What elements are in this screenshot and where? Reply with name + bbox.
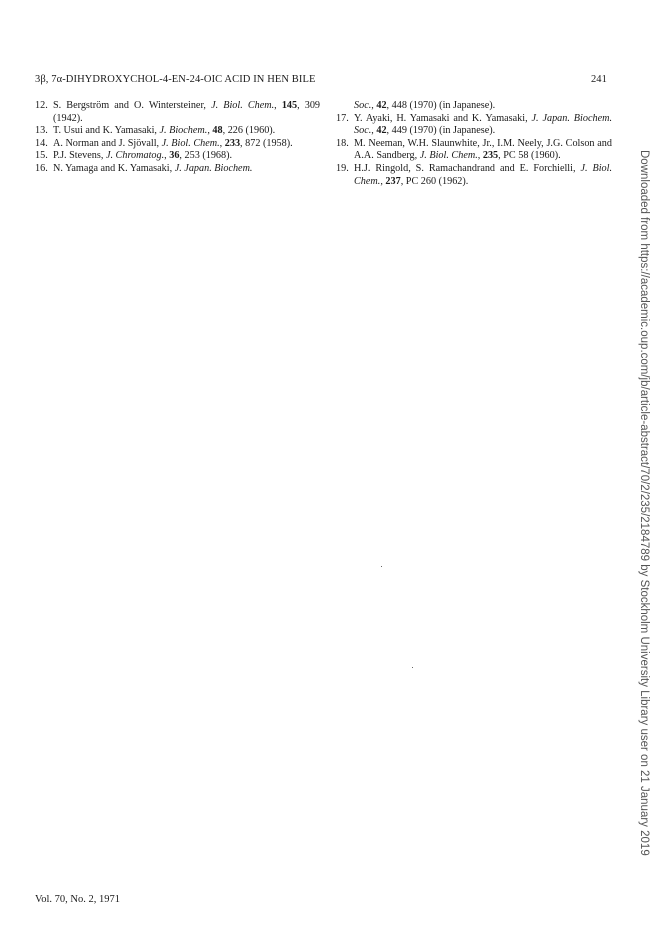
footer-volume-info: Vol. 70, No. 2, 1971 (35, 894, 120, 905)
citation-text: P.J. Stevens, (53, 150, 106, 162)
citation-text: A. Norman and J. Sjövall, (53, 137, 162, 149)
volume-number: 237 (385, 175, 401, 187)
citation-text: , (219, 137, 225, 149)
citation-text: , (274, 100, 282, 111)
reference-item (35, 138, 320, 151)
citation-text: , 253 (1968). (179, 150, 233, 162)
scan-speck (412, 667, 413, 668)
citation-text: S. Bergström and O. Wintersteiner, (53, 100, 212, 111)
citation-text: , (207, 125, 213, 137)
reference-number: 13. (35, 125, 48, 137)
citation-text: , 872 (1958). (240, 137, 293, 149)
reference-text (336, 100, 612, 113)
reference-text (53, 138, 320, 151)
reference-text (53, 150, 320, 163)
reference-text (354, 138, 612, 163)
download-watermark (638, 150, 651, 856)
reference-number: 15. (35, 150, 48, 162)
journal-name: J. Japan. Biochem. (174, 162, 253, 174)
volume-number: 48 (212, 125, 223, 137)
volume-number: 145 (281, 100, 298, 111)
citation-text: , PC 260 (1962). (400, 175, 469, 187)
volume-number: 36 (169, 150, 180, 162)
download-watermark-text: Downloaded from https://academic.oup.com/jb/article-abstract/70/2/235/2184789 by Stockholm University Library user on 21 January 2019 (638, 150, 650, 856)
running-title: 3β, 7α-DIHYDROXYCHOL-4-EN-24-OIC ACID IN HEN BILE (35, 74, 316, 85)
citation-text: , (371, 100, 377, 111)
reference-item (35, 163, 320, 176)
volume-number: 233 (224, 137, 241, 149)
journal-name: J. Biol. Chem. (211, 100, 275, 111)
citation-text: M. Neeman, W.H. Slaunwhite, Jr., I.M. Neely, J.G. Colson and A.A. Sandberg, (354, 137, 612, 162)
citation-text: , (164, 150, 170, 162)
reference-item (35, 125, 320, 138)
reference-text (53, 125, 320, 138)
reference-list-left-column (35, 100, 320, 176)
citation-text: , 226 (1960). (222, 125, 276, 137)
citation-text: , (380, 175, 386, 187)
reference-text (354, 113, 612, 138)
reference-item (336, 163, 612, 188)
citation-text: H.J. Ringold, S. Ramachandrand and E. Forchielli, (354, 162, 581, 174)
reference-list-right-column (336, 100, 612, 188)
journal-name: Soc. (354, 100, 372, 111)
page-number: 241 (590, 74, 607, 85)
citation-text: , 309 (1942). (53, 100, 321, 124)
reference-text (354, 163, 612, 188)
citation-text: , (371, 125, 377, 137)
citation-text: N. Yamaga and K. Yamasaki, (53, 162, 175, 174)
citation-text: , PC 58 (1960). (498, 150, 561, 162)
reference-number: 19. (336, 162, 349, 174)
citation-text: T. Usui and K. Yamasaki, (53, 125, 160, 137)
reference-item (35, 150, 320, 163)
reference-item (336, 113, 612, 138)
journal-name: J. Biol. Chem. (161, 137, 220, 149)
reference-text (53, 163, 320, 176)
citation-text: , (477, 150, 483, 162)
citation-text: Y. Ayaki, H. Yamasaki and K. Yamasaki, (354, 112, 532, 124)
reference-text (53, 100, 320, 125)
reference-item (35, 100, 320, 125)
citation-text: , 448 (1970) (in Japanese). (386, 100, 496, 111)
volume-number: 42 (376, 125, 387, 137)
reference-number: 18. (336, 137, 349, 149)
journal-name: J. Japan. Biochem. Soc. (354, 112, 612, 137)
reference-number: 17. (336, 112, 349, 124)
journal-name: J. Biol. Chem. (354, 162, 612, 187)
volume-number: 42 (376, 100, 387, 111)
scan-speck (381, 566, 382, 567)
reference-number: 14. (35, 137, 48, 149)
journal-name: J. Chromatog. (105, 150, 165, 162)
journal-name: J. Biol. Chem. (419, 150, 478, 162)
citation-text: , 449 (1970) (in Japanese). (386, 125, 496, 137)
volume-number: 235 (482, 150, 499, 162)
running-head (35, 74, 607, 85)
journal-name: J. Biochem. (159, 125, 208, 137)
reference-item (336, 100, 612, 113)
reference-item (336, 138, 612, 163)
reference-number: 16. (35, 162, 48, 174)
reference-number: 12. (35, 100, 48, 111)
